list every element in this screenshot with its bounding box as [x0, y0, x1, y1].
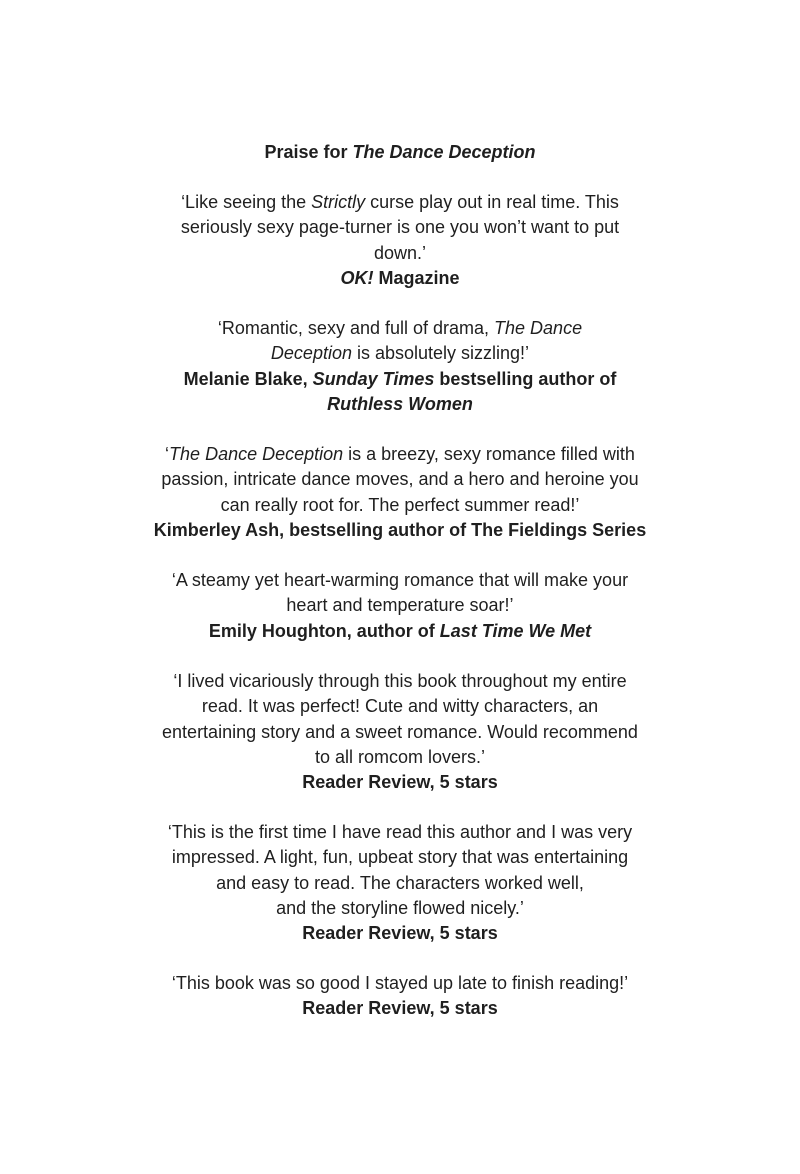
- heading-prefix: Praise for: [264, 142, 353, 162]
- page-heading: [0, 140, 800, 165]
- quote-line: passion, intricate dance moves, and a hero and heroine you: [161, 469, 639, 490]
- review-blurb: [0, 971, 800, 1022]
- quote-line: ‘Romantic, sexy and full of drama, The Dance: [217, 318, 583, 338]
- attribution: Emily Houghton, author of Last Time We Met: [208, 620, 592, 641]
- attribution: Reader Review, 5 stars: [302, 998, 498, 1019]
- quote-line: ‘The Dance Deception is a breezy, sexy romance filled with: [165, 444, 635, 464]
- quote-line: down.’: [373, 242, 427, 263]
- review-blurb: [0, 669, 800, 795]
- attribution: Ruthless Women: [327, 393, 473, 414]
- review-blurb: [0, 190, 800, 291]
- quote-line: ‘This is the first time I have read this author and I was very: [167, 822, 633, 842]
- quote-line: Deception is absolutely sizzling!’: [270, 343, 530, 364]
- attribution: OK! Magazine: [340, 267, 460, 288]
- review-blurb: [0, 316, 800, 417]
- heading-book-title: The Dance Deception: [352, 142, 536, 162]
- quote-line: ‘This book was so good I stayed up late to finish reading!’: [171, 973, 629, 993]
- attribution: Reader Review, 5 stars: [302, 923, 498, 944]
- quote-line: impressed. A light, fun, upbeat story that was entertaining: [171, 847, 629, 868]
- quote-line: ‘I lived vicariously through this book throughout my entire: [173, 671, 627, 691]
- quote-line: and easy to read. The characters worked well,: [216, 872, 584, 893]
- quote-line: to all romcom lovers.’: [314, 746, 486, 767]
- quote-line: ‘Like seeing the Strictly curse play out in real time. This: [181, 192, 619, 212]
- review-blurb: [0, 568, 800, 644]
- quote-line: can really root for. The perfect summer read!’: [220, 494, 580, 515]
- quote-line: entertaining story and a sweet romance. Would recommend: [162, 721, 638, 742]
- review-blurb: [0, 820, 800, 946]
- attribution: Kimberley Ash, bestselling author of The Fieldings Series: [153, 519, 647, 540]
- quote-line: seriously sexy page-turner is one you won’t want to put: [180, 217, 620, 238]
- review-blurb: [0, 442, 800, 543]
- quote-line: ‘A steamy yet heart-warming romance that will make your: [171, 570, 629, 590]
- quote-line: and the storyline flowed nicely.’: [276, 897, 524, 918]
- quote-line: heart and temperature soar!’: [286, 595, 514, 616]
- attribution: Melanie Blake, Sunday Times bestselling author of: [183, 368, 617, 389]
- quote-line: read. It was perfect! Cute and witty characters, an: [201, 696, 599, 717]
- attribution: Reader Review, 5 stars: [302, 772, 498, 793]
